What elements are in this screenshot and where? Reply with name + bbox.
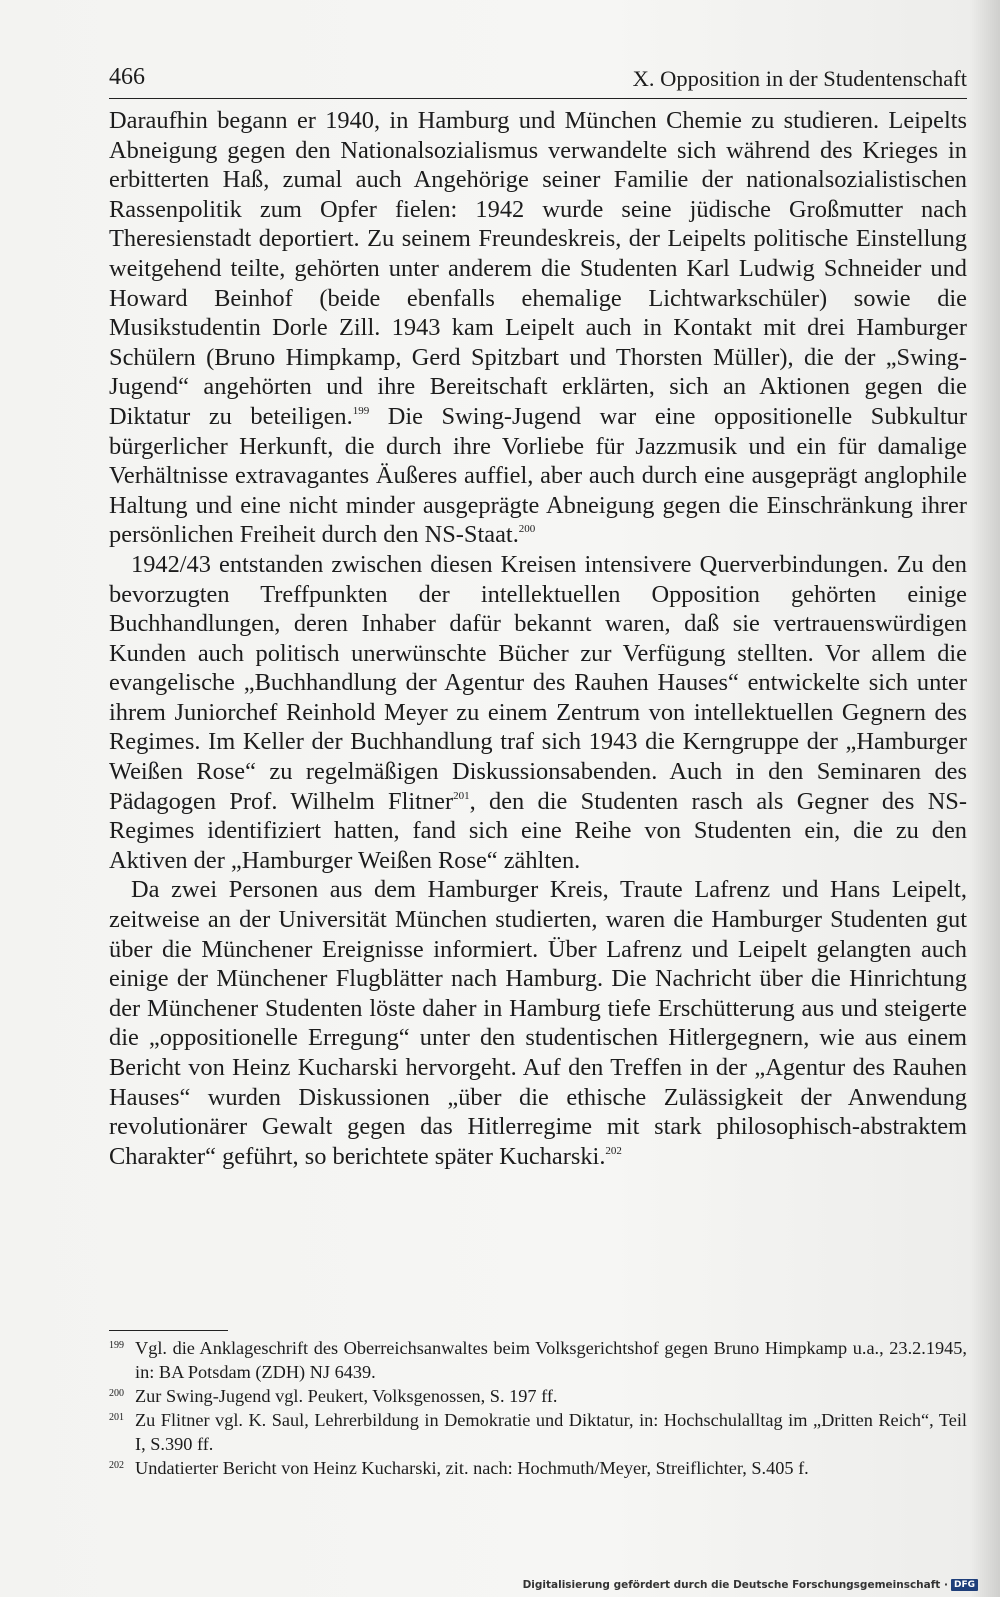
footnote-number: 201 [109,1412,124,1423]
footnote-number: 200 [109,1388,124,1399]
footnote-text: Zu Flitner vgl. K. Saul, Lehrerbildung in Demokratie und Diktatur, in: Hochschulalltag im „Dritten Reich“, Teil I, S.390 ff. [135,1410,967,1454]
chapter-title: X. Opposition in der Studentenschaft [632,66,967,91]
footnote-ref: 202 [605,1144,622,1157]
running-header [109,62,967,99]
footnote-number: 199 [109,1340,124,1351]
footnote [109,1456,967,1480]
footnote [109,1336,967,1384]
footnote-number: 202 [109,1460,124,1471]
text-run: Die Swing-Jugend war eine oppositionelle Subkultur bürgerlicher Herkunft, die durch ihre Vorliebe für Jazzmusik und ein für damalige Verhältnisse extravagantes Äußeres auffiel, aber auch durch eine ausgeprägt anglophile Haltung und eine nicht minder ausgeprägte Abneigung gegen die Einschränkung ihrer persönlichen Freiheit durch den NS-Staat. [109,402,967,549]
footnote-text: Undatierter Bericht von Heinz Kucharski, zit. nach: Hochmuth/Meyer, Streiflichter, S.405 f. [135,1458,809,1478]
footnote-ref: 200 [518,523,536,536]
text-run: Daraufhin begann er 1940, in Hamburg und München Chemie zu studieren. Leipelts Abneigung gegen den Nationalsozialismus verwandelte sich während des Krieges in erbitterten Haß, zumal auch Angehörige seiner Familie der nationalsozialistischen Rassenpolitik zum Opfer fielen: 1942 wurde seine jüdische Großmutter nach Theresienstadt deportiert. Zu seinem Freundeskreis, der Leipelts politische Einstellung weitgehend teilte, gehörten unter anderem die Studenten Karl Ludwig Schneider und Howard Beinhof (beide ebenfalls ehemalige Lichtwarkschüler) sowie die Musikstudentin Dorle Zill. 1943 kam Leipelt auch in Kontakt mit drei Hamburger Schülern (Bruno Himpkamp, Gerd Spitzbart und Thorsten Müller), die der „Swing-Jugend“ angehörten und ihre Bereitschaft erklärten, sich an Aktionen gegen die Diktatur zu beteiligen. [109,107,967,430]
text-run: Da zwei Personen aus dem Hamburger Kreis, Traute Lafrenz und Hans Leipelt, zeitweise an der Universität München studierten, waren die Hamburger Studenten gut über die Münchener Ereignisse informiert. Über Lafrenz und Leipelt gelangten auch einige der Münchener Flugblätter nach Hamburg. Die Nachricht über die Hinrichtung der Münchener Studenten löste daher in Hamburg tiefe Erschütterung aus und steigerte die „oppositionelle Erregung“ unter den studentischen Hitlergegnern, wie aus einem Bericht von Heinz Kucharski hervorgeht. Auf den Treffen in der „Agentur des Rauhen Hauses“ wurden Diskussionen „über die ethische Zulässigkeit der Anwendung revolutionärer Gewalt gegen das Hitlerregime mit stark philosophisch-abstraktem Charakter“ geführt, so berichtete später Kucharski. [109,876,967,1170]
footnote-ref: 199 [352,404,370,417]
paragraph [109,550,967,876]
main-text [109,106,967,1171]
digitization-note: Digitalisierung gefördert durch die Deutsche Forschungsgemeinschaft · [522,1579,948,1591]
dfg-logo-icon: DFG [951,1579,978,1591]
footnote [109,1408,967,1456]
footnote-text: Zur Swing-Jugend vgl. Peukert, Volksgenossen, S. 197 ff. [135,1386,558,1406]
footnotes [109,1336,967,1480]
paragraph [109,106,967,550]
text-run: 1942/43 entstanden zwischen diesen Kreisen intensivere Querverbindungen. Zu den bevorzugten Treffpunkten der intellektuellen Opposition gehörten einige Buchhandlungen, deren Inhaber dafür bekannt waren, daß sie vertrauenswürdigen Kunden auch politisch unerwünschte Bücher zur Verfügung stellten. Vor allem die evangelische „Buchhandlung der Agentur des Rauhen Hauses“ entwickelte sich unter ihrem Juniorchef Reinhold Meyer zu einem Zentrum von intellektuellen Gegnern des Regimes. Im Keller der Buchhandlung traf sich 1943 die Kerngruppe der „Hamburger Weißen Rose“ zu regelmäßigen Diskussionsabenden. Auch in den Seminaren des Pädagogen Prof. Wilhelm Flitner [109,550,967,815]
paragraph [109,875,967,1171]
footnote-separator [109,1330,228,1331]
text-run: , den die Studenten rasch als Gegner des NS-Regimes identifiziert hatten, fand sich eine Reihe von Studenten ein, die zu den Aktiven der „Hamburger Weißen Rose“ zählten. [109,787,967,874]
page-number: 466 [109,64,145,90]
digitization-credit [523,1579,978,1591]
footnote-text: Vgl. die Anklageschrift des Oberreichsanwaltes beim Volksgerichtshof gegen Bruno Himpkamp u.a., 23.2.1945, in: BA Potsdam (ZDH) NJ 6439. [135,1338,967,1382]
footnote [109,1384,967,1408]
footnote-ref: 201 [453,789,470,802]
